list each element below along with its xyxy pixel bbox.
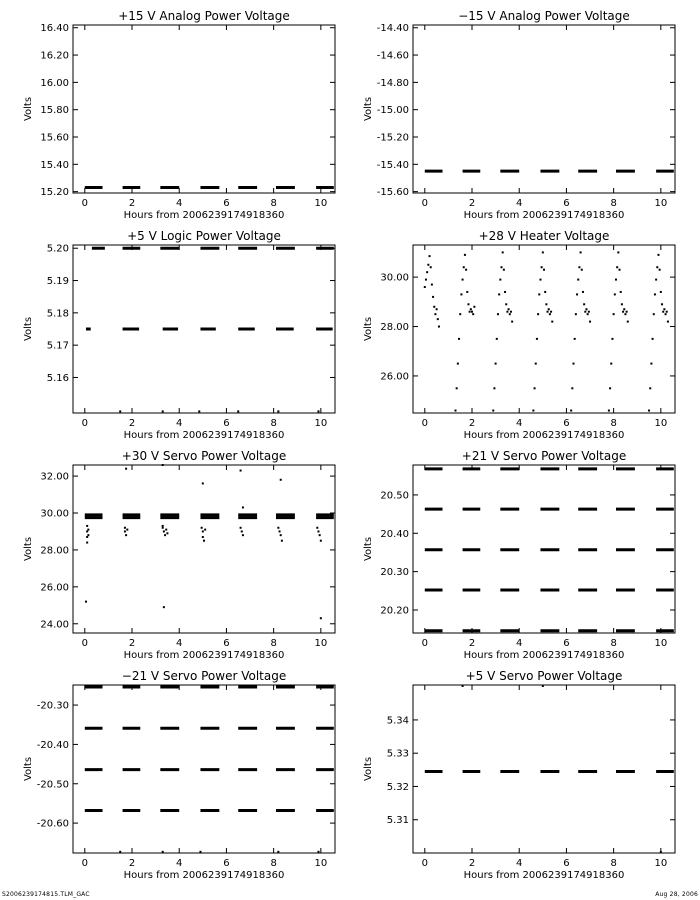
- data-point: [627, 321, 629, 323]
- x-axis-label: Hours from 2006239174918360: [463, 650, 625, 661]
- data-point: [462, 685, 464, 687]
- chart-panel-7: [23, 669, 335, 881]
- data-point: [466, 291, 468, 293]
- data-point: [663, 308, 665, 310]
- data-point: [616, 266, 618, 268]
- x-tick-label: 2: [468, 858, 476, 869]
- data-point: [502, 251, 504, 253]
- x-axis-label: Hours from 2006239174918360: [123, 650, 285, 661]
- data-point: [620, 291, 622, 293]
- y-tick-label: 5.33: [386, 748, 409, 760]
- y-tick-label: 30.00: [40, 508, 69, 520]
- data-point: [608, 410, 610, 412]
- data-point: [547, 311, 549, 313]
- data-point: [610, 363, 612, 365]
- data-point: [504, 291, 506, 293]
- data-point: [464, 254, 466, 256]
- x-axis-label: Hours from 2006239174918360: [123, 210, 285, 221]
- x-tick-label: 8: [270, 418, 277, 429]
- chart-title: +21 V Servo Power Voltage: [461, 449, 627, 463]
- x-tick-label: 10: [314, 858, 328, 869]
- x-tick-label: 6: [223, 418, 230, 429]
- data-point: [119, 410, 121, 412]
- data-point: [585, 308, 587, 310]
- data-point: [470, 308, 472, 310]
- x-tick-label: 2: [468, 198, 476, 209]
- x-tick-label: 2: [468, 418, 476, 429]
- y-tick-label: 5.31: [386, 815, 409, 827]
- y-tick-label: -15.00: [376, 105, 409, 117]
- x-tick-label: 6: [563, 638, 570, 649]
- y-tick-label: 20.50: [380, 490, 409, 502]
- data-point: [87, 534, 89, 536]
- y-axis-label: Volts: [363, 536, 374, 562]
- data-point: [626, 311, 628, 313]
- data-point: [203, 540, 205, 542]
- y-tick-label: -15.40: [376, 159, 409, 171]
- chart-title: +28 V Heater Voltage: [478, 229, 610, 243]
- y-tick-label: 15.60: [40, 132, 69, 144]
- data-point: [424, 286, 426, 288]
- x-tick-label: 6: [223, 858, 230, 869]
- x-tick-label: 0: [421, 198, 428, 209]
- data-point: [497, 313, 499, 315]
- x-tick-label: 4: [516, 418, 523, 429]
- y-tick-label: -20.60: [36, 818, 69, 830]
- x-tick-label: 8: [270, 638, 277, 649]
- data-point: [430, 266, 432, 268]
- data-point: [473, 306, 475, 308]
- chart-title: −21 V Servo Power Voltage: [121, 669, 287, 683]
- y-tick-label: -14.60: [376, 50, 409, 62]
- data-point: [536, 338, 538, 340]
- data-point: [280, 534, 282, 536]
- data-point: [199, 851, 201, 853]
- data-point: [317, 530, 319, 532]
- data-point: [465, 269, 467, 271]
- x-tick-label: 2: [128, 198, 136, 209]
- chart-title: +30 V Servo Power Voltage: [121, 449, 287, 463]
- y-axis-label: Volts: [23, 316, 34, 342]
- data-point: [426, 271, 428, 273]
- y-tick-label: 32.00: [40, 471, 69, 483]
- x-tick-label: 10: [314, 638, 328, 649]
- data-point: [538, 293, 540, 295]
- data-point: [240, 470, 242, 472]
- data-point: [163, 606, 165, 608]
- data-point: [510, 311, 512, 313]
- data-point: [657, 254, 659, 256]
- data-point: [662, 311, 664, 313]
- x-tick-label: 10: [314, 418, 328, 429]
- x-tick-label: 8: [270, 198, 277, 209]
- data-point: [460, 293, 462, 295]
- data-point: [667, 321, 669, 323]
- data-point: [496, 338, 498, 340]
- y-tick-label: 5.32: [386, 781, 409, 793]
- data-point: [431, 284, 433, 286]
- data-point: [655, 279, 657, 281]
- chart-panel-4: [363, 229, 675, 441]
- y-tick-label: 30.00: [380, 272, 409, 284]
- chart-panel-6: [363, 449, 675, 661]
- data-point: [277, 527, 279, 529]
- data-point: [320, 617, 322, 619]
- data-point: [583, 303, 585, 305]
- x-tick-label: 8: [610, 198, 617, 209]
- y-axis-label: Volts: [23, 756, 34, 782]
- data-point: [242, 534, 244, 536]
- y-tick-label: 15.20: [40, 187, 69, 199]
- y-tick-label: 24.00: [40, 619, 69, 631]
- data-point: [623, 308, 625, 310]
- data-point: [551, 321, 553, 323]
- data-point: [535, 363, 537, 365]
- x-tick-label: 6: [563, 198, 570, 209]
- x-tick-label: 4: [176, 418, 183, 429]
- chart-panel-3: [23, 229, 335, 441]
- y-tick-label: 26.00: [380, 371, 409, 383]
- data-point: [425, 279, 427, 281]
- y-tick-label: -14.40: [376, 23, 409, 35]
- data-point: [434, 313, 436, 315]
- plot-frame: [413, 25, 675, 193]
- data-point: [201, 527, 203, 529]
- data-point: [86, 525, 88, 527]
- data-point: [471, 311, 473, 313]
- y-axis-label: Volts: [23, 96, 34, 122]
- x-tick-label: 6: [223, 198, 230, 209]
- x-tick-label: 2: [128, 418, 136, 429]
- y-tick-label: 16.00: [40, 77, 69, 89]
- data-point: [573, 363, 575, 365]
- data-point: [577, 279, 579, 281]
- x-axis-label: Hours from 2006239174918360: [123, 870, 285, 881]
- data-point: [660, 851, 662, 853]
- data-point: [503, 269, 505, 271]
- x-axis-label: Hours from 2006239174918360: [123, 430, 285, 441]
- data-point: [654, 293, 656, 295]
- data-point: [165, 529, 167, 531]
- x-tick-label: 4: [176, 198, 183, 209]
- data-point: [493, 387, 495, 389]
- data-point: [164, 534, 166, 536]
- data-point: [653, 313, 655, 315]
- data-point: [492, 410, 494, 412]
- data-point: [665, 313, 667, 315]
- x-tick-label: 6: [563, 858, 570, 869]
- data-point: [539, 279, 541, 281]
- x-tick-label: 8: [610, 418, 617, 429]
- y-axis-label: Volts: [363, 96, 374, 122]
- data-point: [619, 269, 621, 271]
- data-point: [614, 293, 616, 295]
- data-point: [454, 410, 456, 412]
- data-point: [649, 387, 651, 389]
- x-tick-label: 0: [421, 858, 428, 869]
- x-tick-label: 0: [421, 418, 428, 429]
- data-point: [316, 527, 318, 529]
- data-point: [462, 279, 464, 281]
- x-tick-label: 8: [270, 858, 277, 869]
- data-point: [126, 529, 128, 531]
- x-tick-label: 0: [81, 638, 88, 649]
- data-point: [570, 410, 572, 412]
- data-point: [501, 266, 503, 268]
- plot-frame: [73, 465, 335, 633]
- y-tick-label: 26.00: [40, 582, 69, 594]
- data-point: [277, 851, 279, 853]
- data-point: [544, 291, 546, 293]
- data-point: [86, 530, 88, 532]
- data-point: [589, 321, 591, 323]
- x-tick-label: 0: [81, 198, 88, 209]
- data-point: [459, 313, 461, 315]
- y-axis-label: Volts: [363, 756, 374, 782]
- data-point: [621, 303, 623, 305]
- data-point: [281, 540, 283, 542]
- y-tick-label: 5.17: [46, 340, 69, 352]
- data-point: [575, 313, 577, 315]
- data-point: [280, 479, 282, 481]
- y-tick-label: 15.80: [40, 105, 69, 117]
- data-point: [202, 530, 204, 532]
- data-point: [541, 266, 543, 268]
- data-point: [204, 529, 206, 531]
- data-point: [660, 291, 662, 293]
- y-axis-label: Volts: [23, 536, 34, 562]
- data-point: [467, 303, 469, 305]
- chart-title: −15 V Analog Power Voltage: [458, 9, 630, 23]
- data-point: [237, 410, 239, 412]
- data-point: [495, 363, 497, 365]
- y-tick-label: 28.00: [40, 545, 69, 557]
- x-axis-label: Hours from 2006239174918360: [463, 430, 625, 441]
- data-point: [457, 363, 459, 365]
- data-point: [534, 387, 536, 389]
- data-point: [163, 530, 165, 532]
- x-tick-label: 0: [81, 858, 88, 869]
- data-point: [320, 540, 322, 542]
- chart-title: +5 V Logic Power Voltage: [127, 229, 281, 243]
- data-point: [463, 266, 465, 268]
- data-point: [242, 506, 244, 508]
- y-tick-label: -15.20: [376, 132, 409, 144]
- x-tick-label: 10: [654, 638, 668, 649]
- data-point: [505, 303, 507, 305]
- y-tick-label: 20.40: [380, 528, 409, 540]
- data-point: [615, 279, 617, 281]
- data-point: [550, 311, 552, 313]
- x-tick-label: 6: [563, 418, 570, 429]
- data-point: [125, 468, 127, 470]
- x-tick-label: 4: [516, 638, 523, 649]
- data-point: [162, 527, 164, 529]
- data-point: [652, 338, 654, 340]
- x-tick-label: 10: [654, 198, 668, 209]
- data-point: [624, 313, 626, 315]
- data-point: [656, 266, 658, 268]
- data-point: [574, 338, 576, 340]
- x-tick-label: 4: [176, 858, 183, 869]
- data-point: [576, 293, 578, 295]
- data-point: [162, 464, 164, 466]
- data-point: [580, 251, 582, 253]
- x-tick-label: 2: [468, 638, 476, 649]
- data-point: [162, 410, 164, 412]
- data-point: [581, 269, 583, 271]
- y-tick-label: -20.50: [36, 779, 69, 791]
- chart-panel-1: [23, 9, 335, 221]
- x-tick-label: 10: [654, 858, 668, 869]
- data-point: [437, 318, 439, 320]
- chart-panel-5: [23, 449, 335, 661]
- x-tick-label: 4: [176, 638, 183, 649]
- x-tick-label: 8: [610, 858, 617, 869]
- data-point: [469, 311, 471, 313]
- data-point: [537, 313, 539, 315]
- data-point: [162, 851, 164, 853]
- y-tick-label: 5.18: [46, 308, 69, 320]
- y-tick-label: 15.40: [40, 159, 69, 171]
- data-point: [119, 851, 121, 853]
- data-point: [622, 311, 624, 313]
- data-point: [279, 530, 281, 532]
- data-point: [588, 311, 590, 313]
- data-point: [532, 410, 534, 412]
- plot-frame: [413, 685, 675, 853]
- data-point: [511, 321, 513, 323]
- data-point: [611, 338, 613, 340]
- data-point: [432, 296, 434, 298]
- data-point: [661, 303, 663, 305]
- y-tick-label: 20.30: [380, 567, 409, 579]
- data-point: [85, 601, 87, 603]
- data-point: [666, 311, 668, 313]
- data-point: [617, 251, 619, 253]
- data-point: [125, 534, 127, 536]
- y-tick-label: 5.19: [46, 276, 69, 288]
- y-tick-label: 16.40: [40, 23, 69, 35]
- x-tick-label: 6: [223, 638, 230, 649]
- data-point: [545, 303, 547, 305]
- y-tick-label: 28.00: [380, 322, 409, 334]
- chart-panel-8: [363, 669, 675, 881]
- data-point: [166, 532, 168, 534]
- data-point: [319, 534, 321, 536]
- y-tick-label: -15.60: [376, 187, 409, 199]
- data-point: [277, 410, 279, 412]
- x-tick-label: 4: [516, 858, 523, 869]
- data-point: [198, 410, 200, 412]
- data-point: [650, 363, 652, 365]
- data-point: [124, 530, 126, 532]
- data-point: [578, 266, 580, 268]
- x-tick-label: 0: [421, 638, 428, 649]
- y-tick-label: 20.20: [380, 605, 409, 617]
- y-tick-label: 5.20: [46, 243, 69, 255]
- data-point: [202, 482, 204, 484]
- data-point: [436, 308, 438, 310]
- y-tick-label: 5.34: [386, 715, 409, 727]
- data-point: [438, 326, 440, 328]
- x-axis-label: Hours from 2006239174918360: [463, 870, 625, 881]
- y-tick-label: -14.80: [376, 77, 409, 89]
- x-tick-label: 10: [314, 198, 328, 209]
- data-point: [543, 269, 545, 271]
- data-point: [648, 410, 650, 412]
- data-point: [86, 536, 88, 538]
- data-point: [498, 293, 500, 295]
- x-tick-label: 0: [81, 418, 88, 429]
- plot-frame: [73, 25, 335, 193]
- data-point: [499, 279, 501, 281]
- data-point: [202, 536, 204, 538]
- data-point: [241, 530, 243, 532]
- x-axis-label: Hours from 2006239174918360: [463, 210, 625, 221]
- data-point: [162, 525, 164, 527]
- y-axis-label: Volts: [363, 316, 374, 342]
- data-point: [458, 338, 460, 340]
- y-tick-label: 16.20: [40, 50, 69, 62]
- data-point: [587, 313, 589, 315]
- data-point: [429, 255, 431, 257]
- data-point: [87, 529, 89, 531]
- data-point: [571, 387, 573, 389]
- data-point: [433, 306, 435, 308]
- chart-panel-2: [363, 9, 675, 221]
- data-point: [549, 313, 551, 315]
- data-point: [508, 308, 510, 310]
- data-point: [427, 264, 429, 266]
- y-tick-label: 5.16: [46, 372, 69, 384]
- data-point: [124, 527, 126, 529]
- data-point: [584, 311, 586, 313]
- data-point: [542, 685, 544, 687]
- data-point: [659, 269, 661, 271]
- x-tick-label: 10: [654, 418, 668, 429]
- data-point: [86, 542, 88, 544]
- data-point: [317, 410, 319, 412]
- x-tick-label: 2: [128, 638, 136, 649]
- data-point: [509, 313, 511, 315]
- footer-file-label: S2006239174815.TLM_GAC: [2, 891, 90, 898]
- data-point: [542, 251, 544, 253]
- x-tick-label: 2: [128, 858, 136, 869]
- y-tick-label: -20.30: [36, 700, 69, 712]
- chart-title: +15 V Analog Power Voltage: [118, 9, 290, 23]
- data-point: [613, 313, 615, 315]
- x-tick-label: 8: [610, 638, 617, 649]
- data-point: [472, 313, 474, 315]
- data-point: [456, 387, 458, 389]
- data-point: [548, 308, 550, 310]
- footer-date-label: Aug 28, 2006: [655, 891, 698, 898]
- data-point: [609, 387, 611, 389]
- data-point: [582, 291, 584, 293]
- chart-title: +5 V Servo Power Voltage: [465, 669, 623, 683]
- y-tick-label: -20.40: [36, 739, 69, 751]
- data-point: [506, 311, 508, 313]
- x-tick-label: 4: [516, 198, 523, 209]
- data-point: [317, 851, 319, 853]
- data-point: [240, 527, 242, 529]
